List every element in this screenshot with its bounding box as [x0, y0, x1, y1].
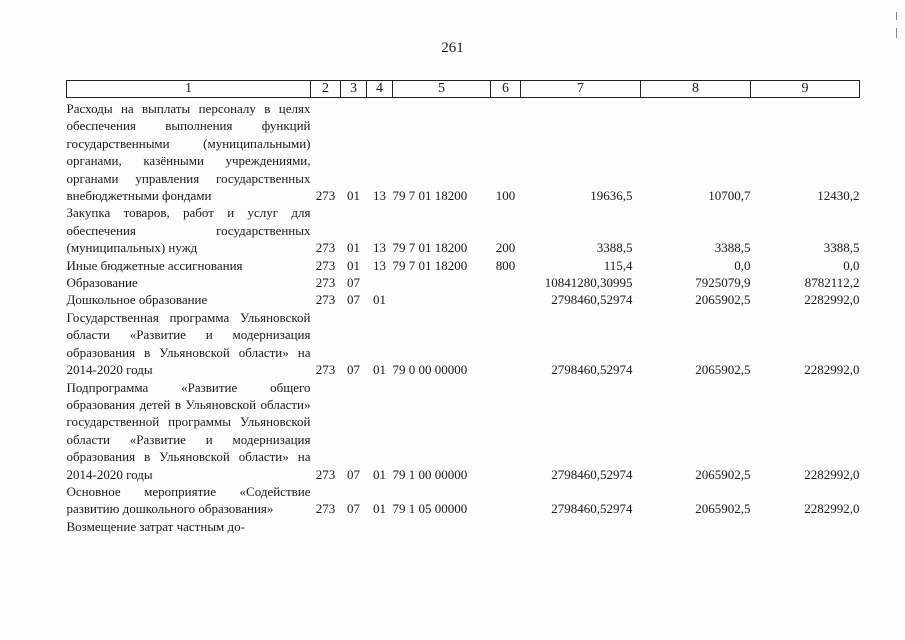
cell-ministry: 273	[315, 275, 336, 291]
table-row	[67, 518, 860, 535]
cell-expense-type: 800	[495, 257, 516, 273]
cell-section: 01	[347, 257, 360, 273]
table-row	[67, 309, 860, 379]
cell-target-article	[393, 274, 491, 291]
cell-expense-type	[491, 483, 521, 518]
cell-target-article: 79 1 00 00000	[392, 466, 468, 482]
cell-amount-2: 0,0	[734, 257, 751, 273]
table-row	[67, 98, 860, 205]
cell-amount-1: 2798460,52974	[551, 466, 633, 482]
table-row	[67, 483, 860, 518]
cell-amount-1: 2798460,52974	[551, 501, 633, 517]
cell-section: 01	[347, 240, 360, 256]
row-name: Образование	[66, 275, 138, 291]
cell-amount-1: 19636,5	[590, 188, 633, 204]
table-header	[67, 81, 860, 98]
cell-amount-1: 2798460,52974	[551, 362, 633, 378]
cell-subsection: 01	[373, 466, 386, 482]
cell-amount-2: 2065902,5	[695, 501, 751, 517]
cell-section: 07	[347, 362, 360, 378]
cell-amount-2: 7925079,9	[695, 275, 751, 291]
page-number: 261	[441, 40, 464, 56]
row-name: Возмещение затрат частным до-	[66, 518, 245, 534]
cell-amount-3: 0,0	[843, 257, 860, 273]
header-col-7: 7	[521, 81, 641, 98]
cell-target-article: 79 0 00 00000	[392, 362, 468, 378]
header-col-8: 8	[641, 81, 751, 98]
table-row	[67, 291, 860, 308]
cell-target-article: 79 7 01 18200	[392, 257, 468, 273]
cell-ministry: 273	[315, 240, 336, 256]
header-col-2: 2	[311, 81, 341, 98]
row-name: Иные бюджетные ассигнования	[66, 257, 243, 273]
header-col-9: 9	[751, 81, 860, 98]
header-col-1: 1	[67, 81, 311, 98]
table-row	[67, 204, 860, 256]
cell-amount-2: 10700,7	[708, 188, 751, 204]
cell-expense-type: 100	[495, 188, 516, 204]
cell-expense-type	[491, 274, 521, 291]
cell-subsection: 01	[373, 362, 386, 378]
cell-subsection: 01	[373, 292, 386, 308]
cell-subsection: 13	[373, 257, 386, 273]
cell-subsection	[367, 274, 393, 291]
cell-amount-3	[751, 518, 860, 535]
cell-amount-1: 115,4	[603, 257, 633, 273]
cell-ministry: 273	[315, 292, 336, 308]
cell-target-article: 79 7 01 18200	[392, 188, 468, 204]
cell-section: 07	[347, 275, 360, 291]
cell-target-article	[393, 518, 491, 535]
cell-amount-2: 2065902,5	[695, 292, 751, 308]
header-row	[67, 81, 860, 98]
budget-table	[66, 80, 860, 535]
cell-amount-3: 2282992,0	[804, 362, 860, 378]
row-name: Дошкольное образование	[66, 292, 208, 308]
cell-amount-3: 12430,2	[817, 188, 860, 204]
page-edge-mark	[896, 28, 897, 38]
cell-expense-type	[491, 379, 521, 483]
cell-expense-type	[491, 291, 521, 308]
row-name: Расходы на выплаты персоналу в целях обеспечения выполнения функций государственными (муниципальными) органами, казёнными учреждениями, органами управления государственных внебюджетными фондами	[66, 101, 311, 204]
cell-section: 01	[347, 188, 360, 204]
cell-amount-3: 3388,5	[823, 240, 860, 256]
row-name: Закупка товаров, работ и услуг для обеспечения государственных (муниципальных) нужд	[66, 205, 311, 256]
cell-expense-type	[491, 309, 521, 379]
cell-subsection: 01	[373, 501, 386, 517]
header-col-5: 5	[393, 81, 491, 98]
table-body	[67, 98, 860, 536]
cell-expense-type	[491, 518, 521, 535]
cell-amount-3: 2282992,0	[804, 466, 860, 482]
cell-amount-3: 8782112,2	[804, 275, 860, 291]
cell-ministry: 273	[315, 362, 336, 378]
cell-subsection: 13	[373, 240, 386, 256]
cell-section	[341, 518, 367, 535]
cell-ministry: 273	[315, 257, 336, 273]
cell-subsection	[367, 518, 393, 535]
cell-target-article: 79 1 05 00000	[392, 501, 468, 517]
cell-amount-3: 2282992,0	[804, 292, 860, 308]
header-col-4: 4	[367, 81, 393, 98]
table-row	[67, 274, 860, 291]
cell-ministry	[311, 518, 341, 535]
cell-amount-1: 2798460,52974	[551, 292, 633, 308]
cell-section: 07	[347, 466, 360, 482]
cell-subsection: 13	[373, 188, 386, 204]
cell-ministry: 273	[315, 466, 336, 482]
cell-target-article: 79 7 01 18200	[392, 240, 468, 256]
cell-section: 07	[347, 501, 360, 517]
cell-amount-2	[641, 518, 751, 535]
cell-expense-type: 200	[495, 240, 516, 256]
row-name: Подпрограмма «Развитие общего образования детей в Ульяновской области» государственной программы Ульяновской области «Развитие и модернизация образования в Ульяновской области» на 2014-2020 годы	[66, 379, 311, 482]
cell-amount-1: 3388,5	[596, 240, 633, 256]
page-edge-mark	[896, 12, 897, 20]
row-name: Государственная программа Ульяновской области «Развитие и модернизация образования в Ульяновской области» на 2014-2020 годы	[66, 309, 311, 378]
cell-target-article	[393, 291, 491, 308]
cell-amount-3: 2282992,0	[804, 501, 860, 517]
cell-amount-1	[521, 518, 641, 535]
header-col-6: 6	[491, 81, 521, 98]
cell-ministry: 273	[315, 188, 336, 204]
cell-amount-2: 2065902,5	[695, 466, 751, 482]
cell-amount-2: 2065902,5	[695, 362, 751, 378]
row-name: Основное мероприятие «Содействие развитию дошкольного образования»	[66, 483, 311, 517]
cell-section: 07	[347, 292, 360, 308]
header-col-3: 3	[341, 81, 367, 98]
table-row	[67, 257, 860, 274]
cell-amount-2: 3388,5	[714, 240, 751, 256]
cell-amount-1: 10841280,30995	[544, 275, 633, 291]
table-row	[67, 379, 860, 483]
cell-ministry: 273	[315, 501, 336, 517]
